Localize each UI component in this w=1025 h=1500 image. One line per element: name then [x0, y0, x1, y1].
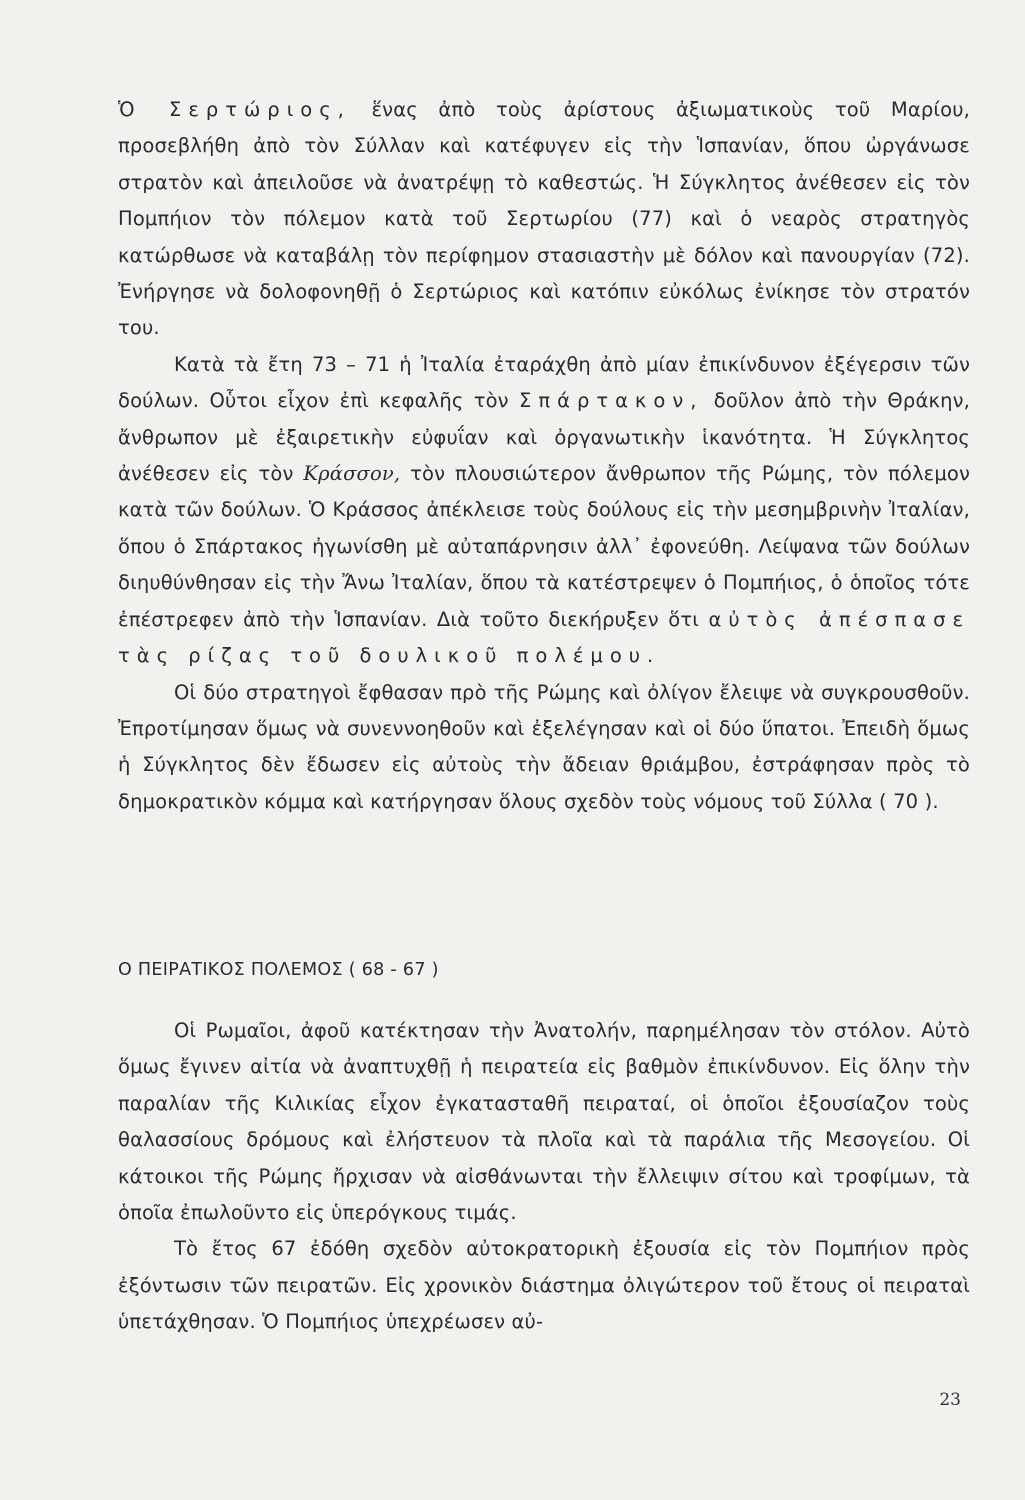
page-number: 23 — [939, 1390, 961, 1410]
spartacus-text-2: δοῦλον ἀπὸ τὴν Θράκην, ἄνθρωπον μὲ ἐξαιρετικὴν εὐφυΐαν καὶ ὀργανωτικὴν ἱκανότητα. Ἡ Σύγκλητος ἀνέθεσεν εἰς τὸν — [118, 389, 971, 486]
name-spartacus: Σπάρτακον, — [519, 389, 704, 413]
name-crassus: Κράσσον, — [303, 462, 401, 486]
paragraph-pirates-2: Τὸ ἔτος 67 ἐδόθη σχεδὸν αὐτοκρατορικὴ ἐξουσία εἰς τὸν Πομπήιον πρὸς ἐξόντωσιν τῶν πειρατῶν. Εἰς χρονικὸν διάστημα ὀλιγώτερον τοῦ ἔτους οἱ πειραταὶ ὑπετάχθησαν. Ὁ Πομπήιος ὑπεχρέωσεν αὐ- — [118, 1237, 970, 1334]
paragraph-sertorius — [118, 92, 970, 347]
main-text-block — [118, 92, 970, 820]
section-heading: Ο ΠΕΙΡΑΤΙΚΟΣ ΠΟΛΕΜΟΣ ( 68 - 67 ) — [118, 960, 439, 980]
name-sertorius: Ὁ Σερτώριος, — [118, 98, 351, 121]
paragraph-pirates-1: Οἱ Ρωμαῖοι, ἀφοῦ κατέκτησαν τὴν Ἀνατολήν, παρημέλησαν τὸν στόλον. Αὐτὸ ὅμως ἔγινεν αἰτία νὰ ἀναπτυχθῇ ἡ πειρατεία εἰς βαθμὸν ἐπικίνδυνον. Εἰς ὅλην τὴν παραλίαν τῆς Κιλικίας εἶχον ἐγκατασταθῆ πειραταί, οἱ ὁποῖοι ἐξουσίαζον τοὺς θαλασσίους δρόμους καὶ ἐλήστευον τὰ πλοῖα καὶ τὰ παράλια τῆς Μεσογείου. Οἱ κάτοικοι τῆς Ρώμης ἤρχισαν νὰ αἰσθάνωνται τὴν ἔλλειψιν σίτου καὶ τροφίμων, τὰ ὁποῖα ἐπωλοῦντο εἰς ὑπερόγκους τιμάς. — [118, 1019, 970, 1225]
generals-text: Οἱ δύο στρατηγοὶ ἔφθασαν πρὸ τῆς Ρώμης καὶ ὀλίγον ἔλειψε νὰ συγκρουσθοῦν. Ἐπροτίμησαν ὅμως νὰ συνεννοηθοῦν καὶ ἐξελέγησαν καὶ οἱ δύο ὕπατοι. Ἐπειδὴ ὅμως ἡ Σύγκλητος δὲν ἔδωσεν εἰς αὐτοὺς τὴν ἄδειαν θριάμβου, ἐστράφησαν πρὸς τὸ δημοκρατικὸν κόμμα καὶ κατήργησαν ὅλους σχεδὸν τοὺς νόμους τοῦ Σύλλα ( 70 ). — [118, 680, 970, 813]
sertorius-text: ἕνας ἀπὸ τοὺς ἀρίστους ἀξιωματικοὺς τοῦ Μαρίου, προσεβλήθη ἀπὸ τὸν Σύλλαν καὶ κατέφυγεν εἰς τὴν Ἱσπανίαν, ὅπου ὠργάνωσε στρατὸν καὶ ἀπειλοῦσε νὰ ἀνατρέψῃ τὸ καθεστώς. Ἡ Σύγκλητος ἀνέθεσεν εἰς τὸν Πομπήιον τὸν πόλεμον κατὰ τοῦ Σερτωρίου (77) καὶ ὁ νεαρὸς στρατηγὸς κατώρθωσε νὰ καταβάλῃ τὸν περίφημον στασιαστὴν μὲ δόλον καὶ πανουργίαν (72). Ἐνήργησε νὰ δολοφονηθῇ ὁ Σερτώριος καὶ κατόπιν εὐκόλως ἐνίκησε τὸν στρατόν του. — [118, 98, 970, 340]
paragraph-generals — [118, 675, 970, 821]
spartacus-text-3: τὸν πλουσιώτερον ἄνθρωπον τῆς Ρώμης, τὸν πόλεμον κατὰ τῶν δούλων. Ὁ Κράσσος ἀπέκλεισε τοὺς δούλους εἰς τὴν μεσημβρινὴν Ἰταλίαν, ὅπου ὁ Σπάρτακος ἠγωνίσθη μὲ αὐταπάρνησιν ἀλλ᾽ ἐφονεύθη. Λείψανα τῶν δούλων διηυθύνθησαν εἰς τὴν Ἄνω Ἰταλίαν, ὅπου τὰ κατέστρεψεν ὁ Πομπήιος, ὁ ὁποῖος τότε ἐπέστρεφεν ἀπὸ τὴν Ἱσπανίαν. Διὰ τοῦτο διεκήρυξεν ὅτι — [118, 462, 970, 631]
paragraph-spartacus — [118, 347, 970, 675]
pirate-text-block — [118, 1013, 970, 1341]
spartacus-text-1: Κατὰ τὰ ἔτη 73 – 71 ἡ Ἰταλία ἐταράχθη ἀπὸ μίαν ἐπικίνδυνον ἐξέγερσιν τῶν δούλων. Οὗτοι εἶχον ἐπὶ κεφαλῆς τὸν — [118, 352, 970, 413]
spaced-quote: αὐτὸς ἀπέσπασε τὰς ρίζας τοῦ δουλικοῦ πολέμου. — [118, 607, 971, 668]
